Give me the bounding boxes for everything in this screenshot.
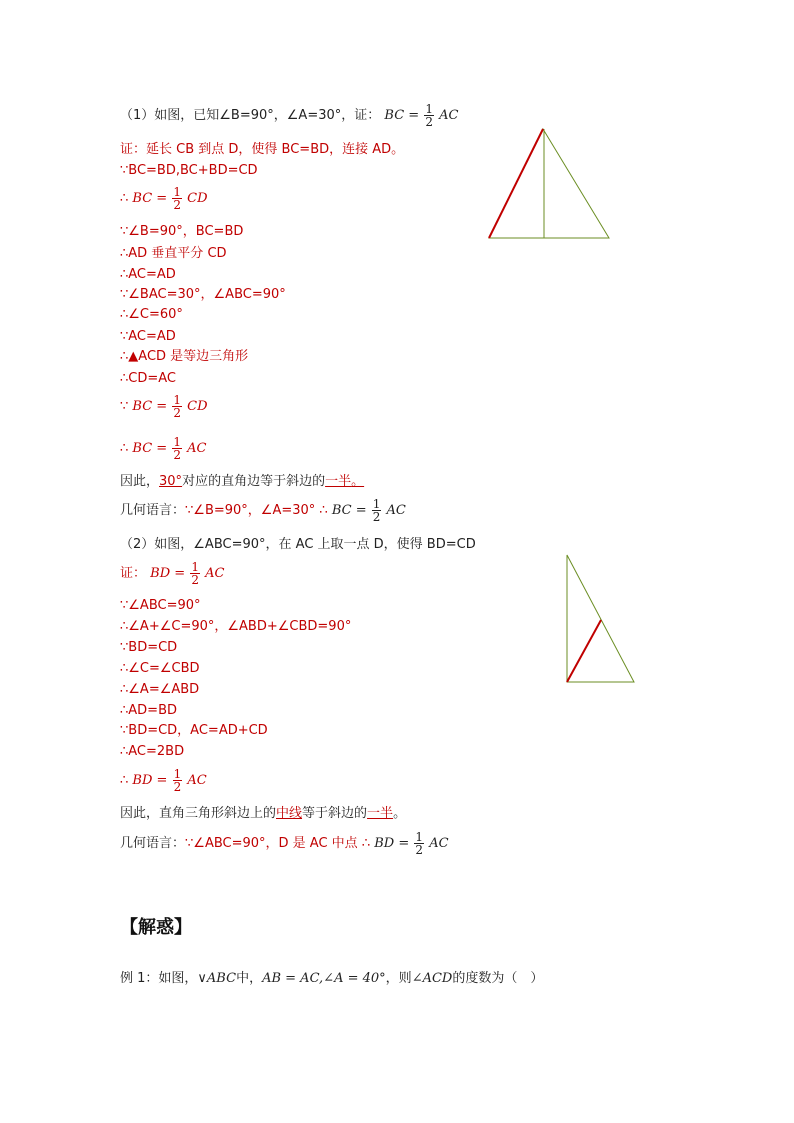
- proof-step: ∴ BC = $\frac{1}{2}$ CD: [120, 185, 208, 212]
- geometry-language: 几何语言：∵∠ABC=90°，D 是 AC 中点 ∴ BD = $\frac{1}{2}$ AC: [120, 830, 449, 857]
- conclusion: 因此，直角三角形斜边上的中线等于斜边的一半。: [120, 806, 407, 821]
- part2-title: （2）如图，∠ABC=90°，在 AC 上取一点 D，使得 BD=CD: [120, 537, 476, 552]
- proof-step: ∴CD=AC: [120, 371, 176, 386]
- proof-intro: 证： BD = $\frac{1}{2}$ AC: [120, 560, 225, 587]
- part1-title: （1）如图，已知∠B=90°，∠A=30°，证： BC = $\frac{1}{2}$ AC: [120, 102, 459, 129]
- proof-step: ∴ BD = $\frac{1}{2}$ AC: [120, 767, 207, 794]
- proof-step: ∵∠B=90°，BC=BD: [120, 224, 244, 239]
- proof-step: ∴▲ACD 是等边三角形: [120, 349, 249, 364]
- proof-step: ∵∠BAC=30°，∠ABC=90°: [120, 287, 286, 302]
- proof-step: ∴AC=AD: [120, 267, 176, 282]
- proof-step: ∵BD=CD，AC=AD+CD: [120, 723, 268, 738]
- example-1: 例 1：如图，∨ABC中，AB = AC,∠A = 40°，则∠ACD的度数为（ ）: [120, 971, 544, 986]
- proof-step: ∴ BC = $\frac{1}{2}$ AC: [120, 435, 207, 462]
- proof-step: ∵BD=CD: [120, 640, 178, 655]
- conclusion: 因此，30°对应的直角边等于斜边的一半。: [120, 474, 365, 489]
- proof-step: ∵ BC = $\frac{1}{2}$ CD: [120, 393, 208, 420]
- proof-step: ∴∠A+∠C=90°，∠ABD+∠CBD=90°: [120, 619, 352, 634]
- figure-1-triangle: [485, 125, 615, 243]
- proof-step: ∵∠ABC=90°: [120, 598, 201, 613]
- proof-step: ∴∠C=∠CBD: [120, 661, 200, 676]
- section-heading: 【解惑】: [120, 917, 192, 938]
- proof-step: ∵AC=AD: [120, 329, 176, 344]
- proof-step: ∴∠A=∠ABD: [120, 682, 200, 697]
- proof-intro: 证：延长 CB 到点 D，使得 BC=BD，连接 AD。: [120, 142, 405, 157]
- proof-step: ∴AD 垂直平分 CD: [120, 246, 227, 261]
- geometry-language: 几何语言：∵∠B=90°，∠A=30° ∴ BC = $\frac{1}{2}$ AC: [120, 497, 406, 524]
- fraction: $\frac{1}{2}$: [425, 102, 433, 129]
- figure-2-triangle: [562, 552, 638, 686]
- proof-step: ∴AC=2BD: [120, 744, 185, 759]
- triangle-icon: ▲: [128, 349, 139, 364]
- proof-step: ∵BC=BD,BC+BD=CD: [120, 163, 258, 178]
- proof-step: ∴∠C=60°: [120, 307, 183, 322]
- proof-step: ∴AD=BD: [120, 703, 177, 718]
